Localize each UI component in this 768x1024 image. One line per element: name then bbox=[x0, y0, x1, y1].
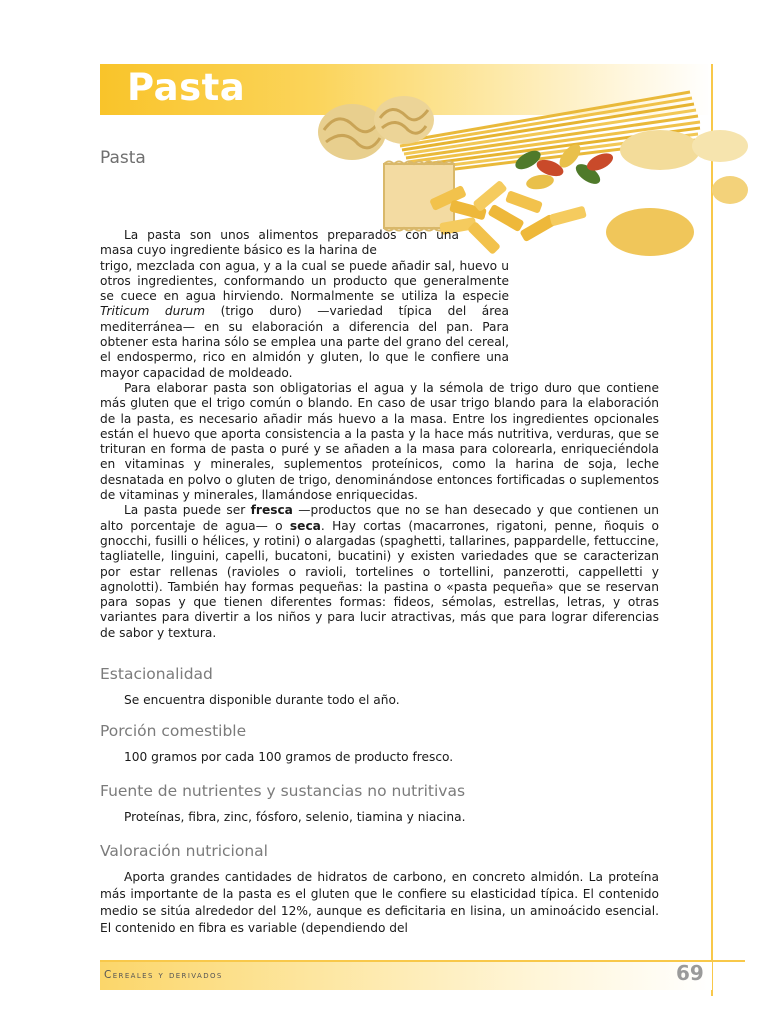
paragraph-intro-continued: trigo, mezclada con agua, y a la cual se puede añadir sal, huevo u otros ingredientes, conformando un producto que generalmente se cuece en agua hirviendo. Normalmente se utiliza la especie Triticum durum (trigo duro) —variedad típica del área mediterránea— en su elaboración a diferencia del pan. Para obtener esta harina sólo se emplea una parte del grano del cereal, el endospermo, rico en almidón y gluten, lo que le confiere una mayor capacidad de moldeado. bbox=[100, 258, 509, 380]
text-valoracion-nutricional: Aporta grandes cantidades de hidratos de carbono, en concreto almidón. La proteína más importante de la pasta es el gluten que le confiere su elasticidad típica. El contenido medio se sitúa alrededor del 12%, aunque es deficitaria en lisina, un aminoácido esencial. El contenido en fibra es variable (dependiendo del bbox=[100, 870, 659, 935]
text-porcion-comestible: 100 gramos por cada 100 gramos de producto fresco. bbox=[124, 750, 454, 764]
page-number: 69 bbox=[676, 961, 704, 985]
paragraph-intro: La pasta son unos alimentos preparados con una masa cuyo ingrediente básico es la harina de bbox=[100, 228, 459, 258]
text-estacionalidad: Se encuentra disponible durante todo el año. bbox=[124, 693, 400, 707]
heading-porcion-comestible: Porción comestible bbox=[100, 722, 247, 740]
section-subtitle: Pasta bbox=[100, 148, 146, 168]
paragraph-elaboracion: Para elaborar pasta son obligatorias el agua y la sémola de trigo duro que contiene más gluten que el trigo común o blando. En caso de usar trigo blando para la elaboración de la pasta, es necesario añadir más huevo a la masa. Entre los ingredientes opcionales están el huevo que aporta consistencia a la pasta y la hace más nutritiva, verduras, que se trituran en forma de pasta o puré y se añaden a la masa para colorearla, enriqueciéndola en vitaminas y minerales, suplementos proteínicos, como la harina de soja, leche desnatada en polvo o gluten de trigo, denominándose entonces fortificadas o suplementos de vitaminas y minerales, llamándose enriquecidas. bbox=[100, 380, 659, 503]
page-title: Pasta bbox=[127, 66, 246, 109]
fusilli-tricolor bbox=[512, 141, 615, 192]
body-text bbox=[100, 228, 659, 641]
heading-fuente-nutrientes: Fuente de nutrientes y sustancias no nutritivas bbox=[100, 782, 466, 800]
tagliatelle-nests bbox=[318, 96, 434, 160]
heading-valoracion-nutricional: Valoración nutricional bbox=[100, 842, 268, 860]
footer-section-label: Cereales y derivados bbox=[104, 969, 223, 981]
paragraph-tipos: La pasta puede ser fresca —productos que no se han desecado y que contienen un alto porcentaje de agua— o seca. Hay cortas (macarrones, rigatoni, penne, ñoquis o gnocchi, fusilli o hélices, y rotini) o alargadas (spaghetti, tallarines, pappardelle, fettuccine, tagliatelle, linguini, capelli, bucatoni, bucatini) y existen variedades que se caracterizan por estar rellenas (ravioles o ravioli, tortelines o tortellini, panzerotti, cappelletti y agnolotti). También hay formas pequeñas: la pastina o «pasta pequeña» que se reservan para sopas y que tienen diferentes formas: fideos, sémolas, estrellas, letras, y otras variantes para divertir a los niños y para lucir atractivas, más que para lograr diferencias de sabor y textura. bbox=[100, 503, 660, 640]
text-fuente-nutrientes: Proteínas, fibra, zinc, fósforo, selenio, tiamina y niacina. bbox=[124, 810, 466, 824]
heading-estacionalidad: Estacionalidad bbox=[100, 665, 213, 683]
